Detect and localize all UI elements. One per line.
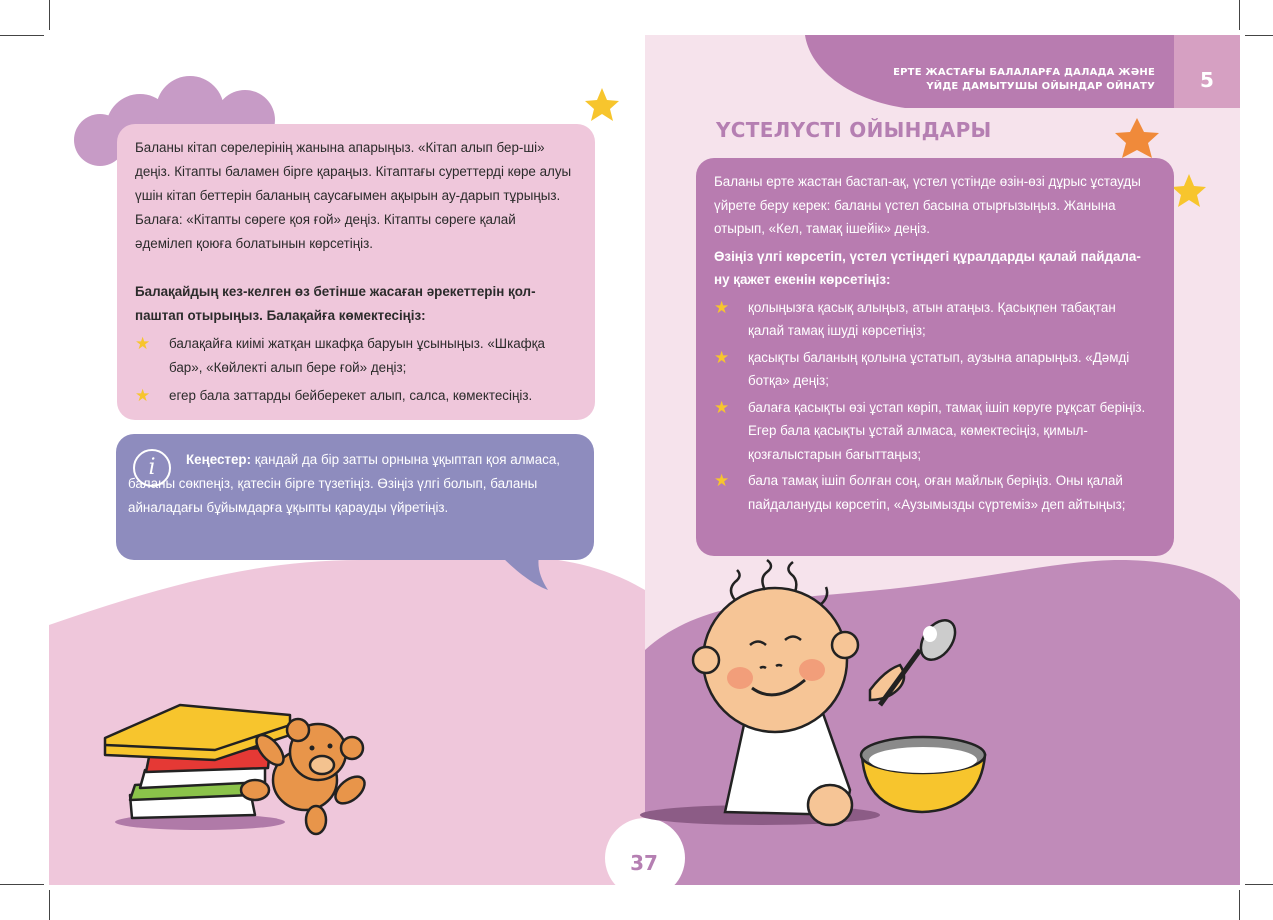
star-bullet-icon: ★	[135, 334, 151, 353]
list-item: ★ қолыңызға қасық алыңыз, атын атаңыз. Қасықпен табақтан қалай тамақ ішуді көрсетіңіз;	[714, 297, 1116, 338]
table-games-bold-intro: Өзіңіз үлгі көрсетіп, үстел үстіндегі құралдарды қалай пайдала-ну қажет екенін көрсетіңіз:	[714, 248, 1141, 287]
chapter-number: 5	[1174, 35, 1240, 108]
table-games-intro: Баланы ерте жастан бастап-ақ, үстел үстінде өзін-өзі дұрыс ұстауды үйрете беру керек: баланы үстел басына отырғызыңыз. Жанына отырып, «Кел, тамақ ішейік» деңіз.	[714, 174, 1141, 236]
list-item: ★ балаға қасықты өзі ұстап көріп, тамақ ішіп көруге рұқсат беріңіз. Егер бала қасықты ұстай алмаса, көмектесіңіз, қимыл-қозғалыстарын бағыттаңыз;	[714, 397, 1146, 462]
tip-label: Кеңестер:	[186, 452, 252, 467]
books-illustration	[105, 705, 290, 830]
tip-body: қандай да бір затты орнына ұқыптап қоя алмаса, баланы сөкпеңіз, қатесін бірге түзетіңіз. Өзіңіз үлгі болып, баланы айналадағы бұйымдарға ұқыпты қарауды үйретіңіз.	[128, 452, 561, 515]
star-bullet-icon: ★	[714, 347, 730, 367]
star-bullet-icon: ★	[714, 471, 730, 490]
baby-illustration	[640, 560, 985, 825]
chapter-title-line1: ЕРТЕ ЖАСТАҒЫ БАЛАЛАРҒА ДАЛАДА ЖӘНЕ	[893, 67, 1155, 78]
star-bullet-icon: ★	[714, 397, 730, 417]
info-icon: i	[133, 449, 171, 487]
list-item: ★ қасықты баланың қолына ұстатып, аузына апарыңыз. «Дәмді ботқа» деңіз;	[714, 347, 1130, 388]
list-item: ★ бала тамақ ішіп болған соң, оған майлық беріңіз. Оны қалай пайдалануды көрсетіп, «Аузымызды сүртеміз» деп айтыңыз;	[714, 471, 1126, 512]
section-title: ҮСТЕЛҮСТІ ОЙЫНДАРЫ	[716, 118, 992, 142]
activity-bold-intro: Балақайдың кез-келген өз бетінше жасаған әрекеттерін қол-паштап отырыңыз. Балақайға көмектесіңіз:	[135, 284, 536, 323]
list-item: ★ балақайға киімі жатқан шкафқа баруын ұсыныңыз. «Шкафқа бар», «Көйлекті алып бере ғой» деңіз;	[135, 334, 545, 375]
list-item: ★ егер бала заттарды бейберекет алып, салса, көмектесіңіз.	[135, 386, 533, 405]
star-bullet-icon: ★	[135, 386, 151, 405]
activity-paragraph: Баланы кітап сөрелерінің жанына апарыңыз. «Кітап алып бер-ші» деңіз. Кітапты баламен бірге қараңыз. Кітаптағы суреттерді көре алуы үшін кітап беттерін баланың саусағымен ақырын ау-дарып тұрыңыз. Балаға: «Кітапты сөреге қоя ғой» деңіз. Кітапты сөреге қалай әдемілеп қоюға болатынын көрсетіңіз.	[135, 140, 572, 251]
star-bullet-icon: ★	[714, 297, 730, 317]
chapter-title-line2: ҮЙДЕ ДАМЫТУШЫ ОЙЫНДАР ОЙНАТУ	[926, 81, 1155, 92]
